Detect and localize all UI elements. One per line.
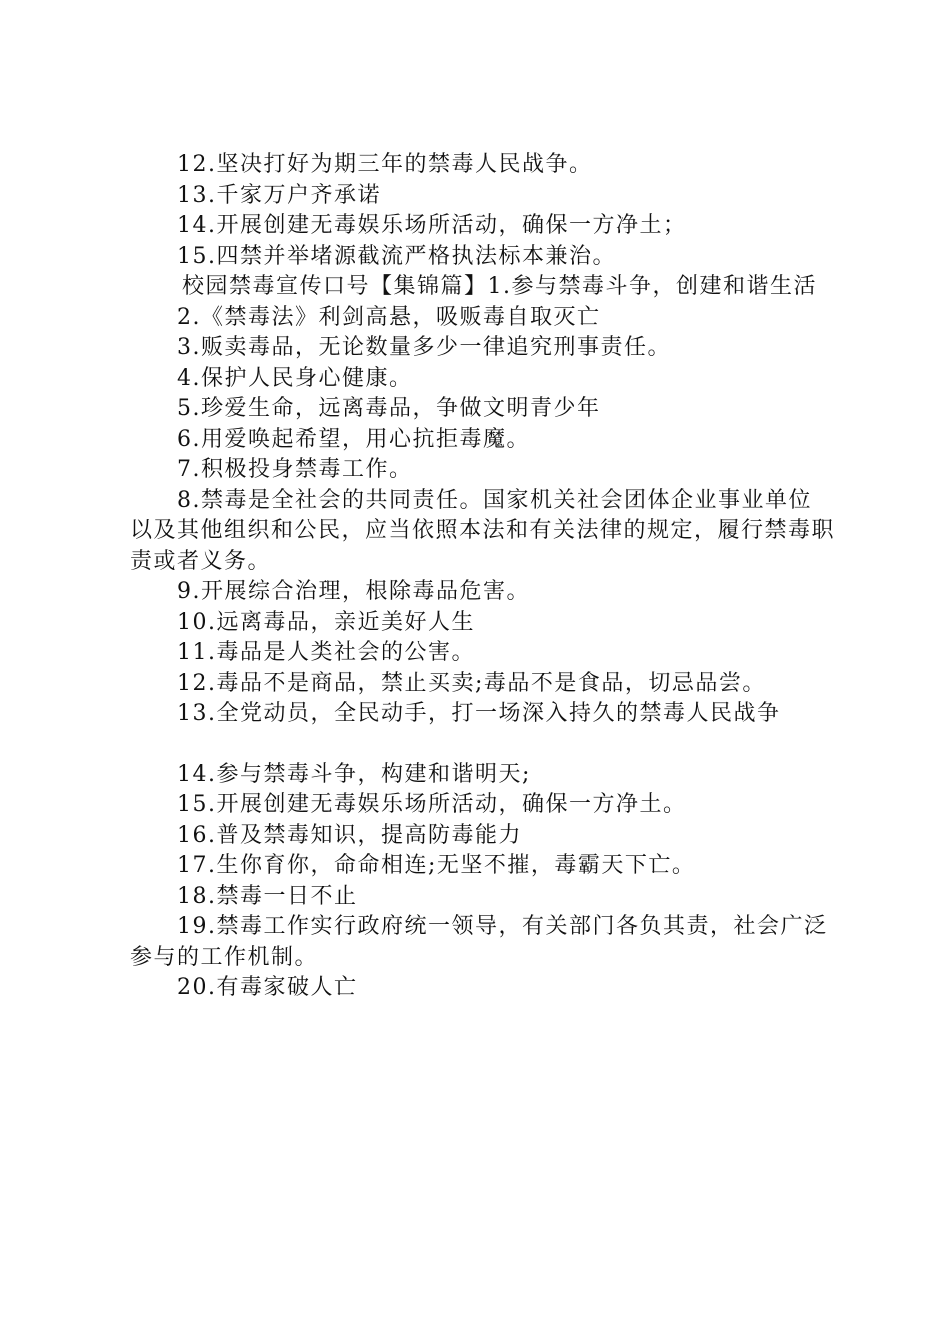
- paragraph: 11.毒品是人类社会的公害。: [177, 640, 475, 665]
- section-heading-paragraph: 校园禁毒宣传口号【集锦篇】1.参与禁毒斗争，创建和谐生活: [182, 274, 817, 299]
- paragraph: 12.毒品不是商品，禁止买卖;毒品不是食品，切忌品尝。: [177, 670, 766, 696]
- paragraph: 15.四禁并举堵源截流严格执法标本兼治。: [177, 243, 616, 269]
- paragraph: 13.千家万户齐承诺: [177, 182, 381, 208]
- paragraph: 17.生你育你，命命相连;无坚不摧，毒霸天下亡。: [177, 853, 696, 878]
- paragraph: 12.坚决打好为期三年的禁毒人民战争。: [177, 152, 593, 177]
- paragraph: 6.用爱唤起希望，用心抗拒毒魔。: [177, 426, 530, 452]
- paragraph: 19.禁毒工作实行政府统一领导，有关部门各负其责，社会广泛参与的工作机制。: [130, 914, 828, 970]
- paragraph: 8.禁毒是全社会的共同责任。国家机关社会团体企业事业单位以及其他组织和公民，应当依照本法和有关法律的规定，履行禁毒职责或者义务。: [130, 487, 836, 574]
- paragraph: 14.参与禁毒斗争，构建和谐明天;: [177, 761, 531, 787]
- paragraph: 2.《禁毒法》利剑高悬，吸贩毒自取灭亡: [177, 304, 601, 330]
- paragraph: 13.全党动员，全民动手，打一场深入持久的禁毒人民战争: [177, 701, 781, 726]
- blank-line: [130, 730, 835, 760]
- paragraph: 9.开展综合治理，根除毒品危害。: [177, 579, 530, 604]
- paragraph: 18.禁毒一日不止: [177, 883, 358, 909]
- paragraph: 5.珍爱生命，远离毒品，争做文明青少年: [177, 396, 601, 421]
- document-body: [130, 150, 835, 1004]
- paragraph: 4.保护人民身心健康。: [177, 365, 413, 391]
- paragraph: 14.开展创建无毒娱乐场所活动，确保一方净土；: [177, 213, 687, 238]
- paragraph: 3.贩卖毒品，无论数量多少一律追究刑事责任。: [177, 335, 671, 360]
- paragraph: 20.有毒家破人亡: [177, 975, 358, 1000]
- paragraph: 10.远离毒品，亲近美好人生: [177, 609, 475, 635]
- paragraph: 16.普及禁毒知识，提高防毒能力: [177, 822, 522, 848]
- paragraph: 15.开展创建无毒娱乐场所活动，确保一方净土。: [177, 792, 687, 817]
- paragraph: 7.积极投身禁毒工作。: [177, 457, 413, 482]
